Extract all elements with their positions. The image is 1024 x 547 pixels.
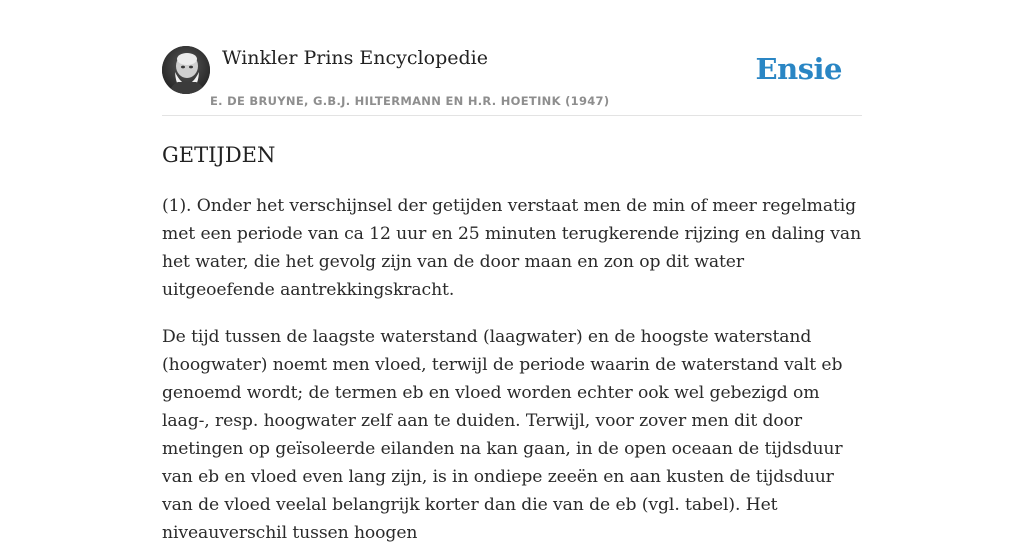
article <box>162 140 862 547</box>
page-header <box>162 46 862 116</box>
book-title[interactable]: Winkler Prins Encyclopedie <box>222 47 488 69</box>
author-avatar[interactable] <box>162 46 210 94</box>
ensie-logo-link[interactable]: Ensie <box>755 52 842 86</box>
article-paragraph-2: De tijd tussen de laagste waterstand (laagwater) en de hoogste waterstand (hoogwater) noemt men vloed, terwijl de periode waarin de waterstand valt eb genoemd wordt; de termen eb en vloed worden echter ook wel gebezigd om laag-, resp. hoogwater zelf aan te duiden. Terwijl, voor zover men dit door metingen op geïsoleerde eilanden na kan gaan, in de open oceaan de tijdsduur van eb en vloed even lang zijn, is in ondiepe zeeën en aan kusten de tijdsduur van de vloed veelal belangrijk korter dan die van de eb (vgl. tabel). Het niveauverschil tussen hoogen <box>162 327 843 543</box>
book-authors: E. DE BRUYNE, G.B.J. HILTERMANN EN H.R. HOETINK (1947) <box>210 94 610 108</box>
article-title: GETIJDEN <box>162 143 276 167</box>
portrait-photo-icon <box>162 46 210 94</box>
article-paragraph-1: (1). Onder het verschijnsel der getijden verstaat men de min of meer regelmatig met een periode van ca 12 uur en 25 minuten terugkerende rijzing en daling van het water, die het gevolg zijn van de door maan en zon op dit water uitgeoefende aantrekkingskracht. <box>162 196 862 300</box>
